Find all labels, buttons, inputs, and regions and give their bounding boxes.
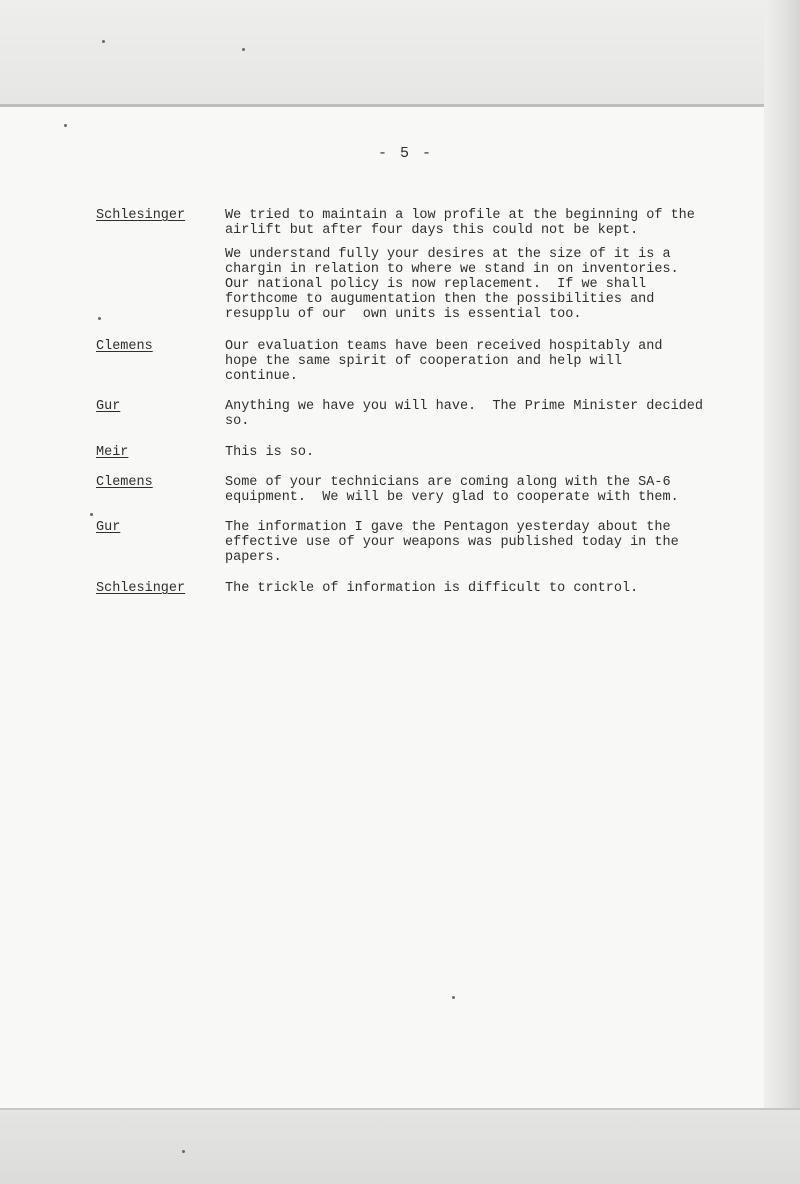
statement-paragraph: Anything we have you will have. The Prime Minister decided so.	[225, 399, 703, 429]
statement-text	[225, 445, 777, 460]
statement-text	[225, 208, 777, 322]
statement-text	[225, 520, 777, 565]
scan-bottom-margin	[0, 1110, 800, 1184]
statement-text	[225, 581, 777, 596]
statement-paragraph: The trickle of information is difficult to control.	[225, 581, 639, 596]
speaker-name: Meir	[96, 445, 129, 460]
scan-speck	[64, 124, 67, 127]
statement-paragraph: The information I gave the Pentagon yesterday about the effective use of your weapons was published today in the papers.	[225, 520, 679, 565]
statement-paragraph: We understand fully your desires at the size of it is a chargin in relation to where we stand in on inventories. Our national policy is now replacement. If we shall forthcome to augumentation then the possibilities and resupplu of our own units is essential too.	[225, 247, 679, 322]
scan-speck	[182, 1150, 185, 1153]
speaker-name: Schlesinger	[96, 581, 186, 596]
statement-text	[225, 399, 777, 429]
scan-top-margin	[0, 0, 800, 106]
scan-speck	[98, 317, 101, 320]
scan-speck	[102, 40, 105, 43]
speaker-name: Schlesinger	[96, 208, 186, 223]
speaker-name: Gur	[96, 399, 121, 414]
statement-text	[225, 339, 777, 384]
speaker-name: Clemens	[96, 339, 153, 354]
statement-paragraph: Our evaluation teams have been received hospitably and hope the same spirit of cooperation and help will continue.	[225, 339, 663, 384]
statement-paragraph: Some of your technicians are coming along with the SA-6 equipment. We will be very glad to cooperate with them.	[225, 475, 679, 505]
scan-speck	[452, 996, 455, 999]
page-number: - 5 -	[378, 145, 434, 162]
scan-speck	[242, 48, 245, 51]
statement-paragraph: We tried to maintain a low profile at the beginning of the airlift but after four days this could not be kept.	[225, 208, 695, 238]
scan-speck	[90, 513, 93, 516]
speaker-name: Clemens	[96, 475, 153, 490]
statement-text	[225, 475, 777, 505]
statement-paragraph: This is so.	[225, 445, 315, 460]
speaker-name: Gur	[96, 520, 121, 535]
